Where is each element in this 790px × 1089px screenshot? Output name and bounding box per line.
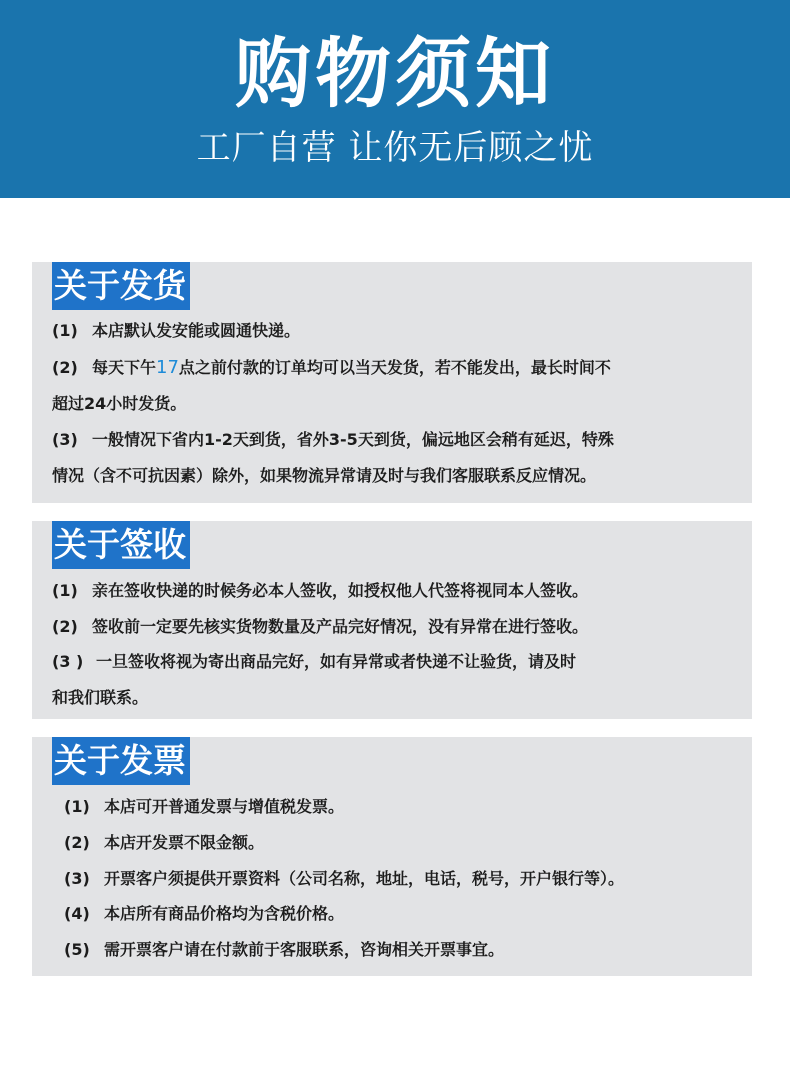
- shipping-item-1: [52, 320, 300, 342]
- invoice-section: [32, 737, 752, 976]
- shipping-section-title: 关于发货: [52, 262, 190, 310]
- invoice-section-title: 关于发票: [52, 737, 190, 785]
- receipt-item-3-number: (3 ): [52, 652, 84, 671]
- receipt-item-2-text: 签收前一定要先核实货物数量及产品完好情况，没有异常在进行签收。: [92, 617, 589, 636]
- receipt-item-3-continued: 和我们联系。: [52, 688, 149, 707]
- invoice-item-1-text: 本店可开普通发票与增值税发票。: [104, 797, 345, 816]
- invoice-item-3-text: 开票客户须提供开票资料（公司名称，地址，电话，税号，开户银行等）。: [104, 869, 625, 888]
- shipping-item-3-continued: 情况（含不可抗因素）除外，如果物流异常请及时与我们客服联系反应情况。: [52, 466, 597, 485]
- shipping-item-3: [52, 429, 614, 451]
- receipt-item-2-number: (2): [52, 617, 78, 636]
- receipt-item-3-text: 一旦签收将视为寄出商品完好，如有异常或者快递不让验货，请及时: [96, 652, 577, 671]
- shipping-item-3-number: (3): [52, 430, 78, 449]
- receipt-item-1-text: 亲在签收快递的时候务必本人签收，如授权他人代签将视同本人签收。: [92, 581, 589, 600]
- shipping-cutoff-hour: 17: [156, 357, 179, 378]
- invoice-item-5: [64, 939, 504, 961]
- page-subtitle: 工厂自营 让你无后顾之忧: [196, 128, 594, 168]
- invoice-item-2: [64, 832, 264, 854]
- receipt-item-1: [52, 580, 588, 602]
- shipping-item-2-number: (2): [52, 358, 78, 377]
- header-banner: [0, 0, 790, 198]
- shipping-item-2-text-start: 每天下午: [92, 358, 157, 377]
- invoice-item-4-number: (4): [64, 904, 90, 923]
- invoice-item-5-number: (5): [64, 940, 90, 959]
- shipping-item-2: [52, 357, 611, 379]
- invoice-item-2-number: (2): [64, 833, 90, 852]
- invoice-item-3: [64, 868, 624, 890]
- shipping-item-3-text: 一般情况下省内1-2天到货，省外3-5天到货，偏远地区会稍有延迟，特殊: [92, 430, 614, 449]
- shipping-item-2-text-end: 点之前付款的订单均可以当天发货，若不能发出，最长时间不: [178, 358, 611, 377]
- invoice-item-2-text: 本店开发票不限金额。: [104, 833, 265, 852]
- invoice-item-1-number: (1): [64, 797, 90, 816]
- invoice-item-4-text: 本店所有商品价格均为含税价格。: [104, 904, 345, 923]
- invoice-item-3-number: (3): [64, 869, 90, 888]
- receipt-item-2: [52, 616, 588, 638]
- receipt-item-1-number: (1): [52, 581, 78, 600]
- receipt-section-title: 关于签收: [52, 521, 190, 569]
- invoice-item-5-text: 需开票客户请在付款前于客服联系，咨询相关开票事宜。: [104, 940, 505, 959]
- receipt-section: [32, 521, 752, 719]
- invoice-item-1: [64, 796, 344, 818]
- invoice-item-4: [64, 903, 344, 925]
- shipping-item-2-continued: 超过24小时发货。: [52, 394, 187, 413]
- receipt-item-3: [52, 651, 576, 673]
- page-title: 购物须知: [235, 29, 555, 118]
- shipping-section: [32, 262, 752, 503]
- shipping-item-1-number: (1): [52, 321, 78, 340]
- shipping-item-1-text: 本店默认发安能或圆通快递。: [92, 321, 301, 340]
